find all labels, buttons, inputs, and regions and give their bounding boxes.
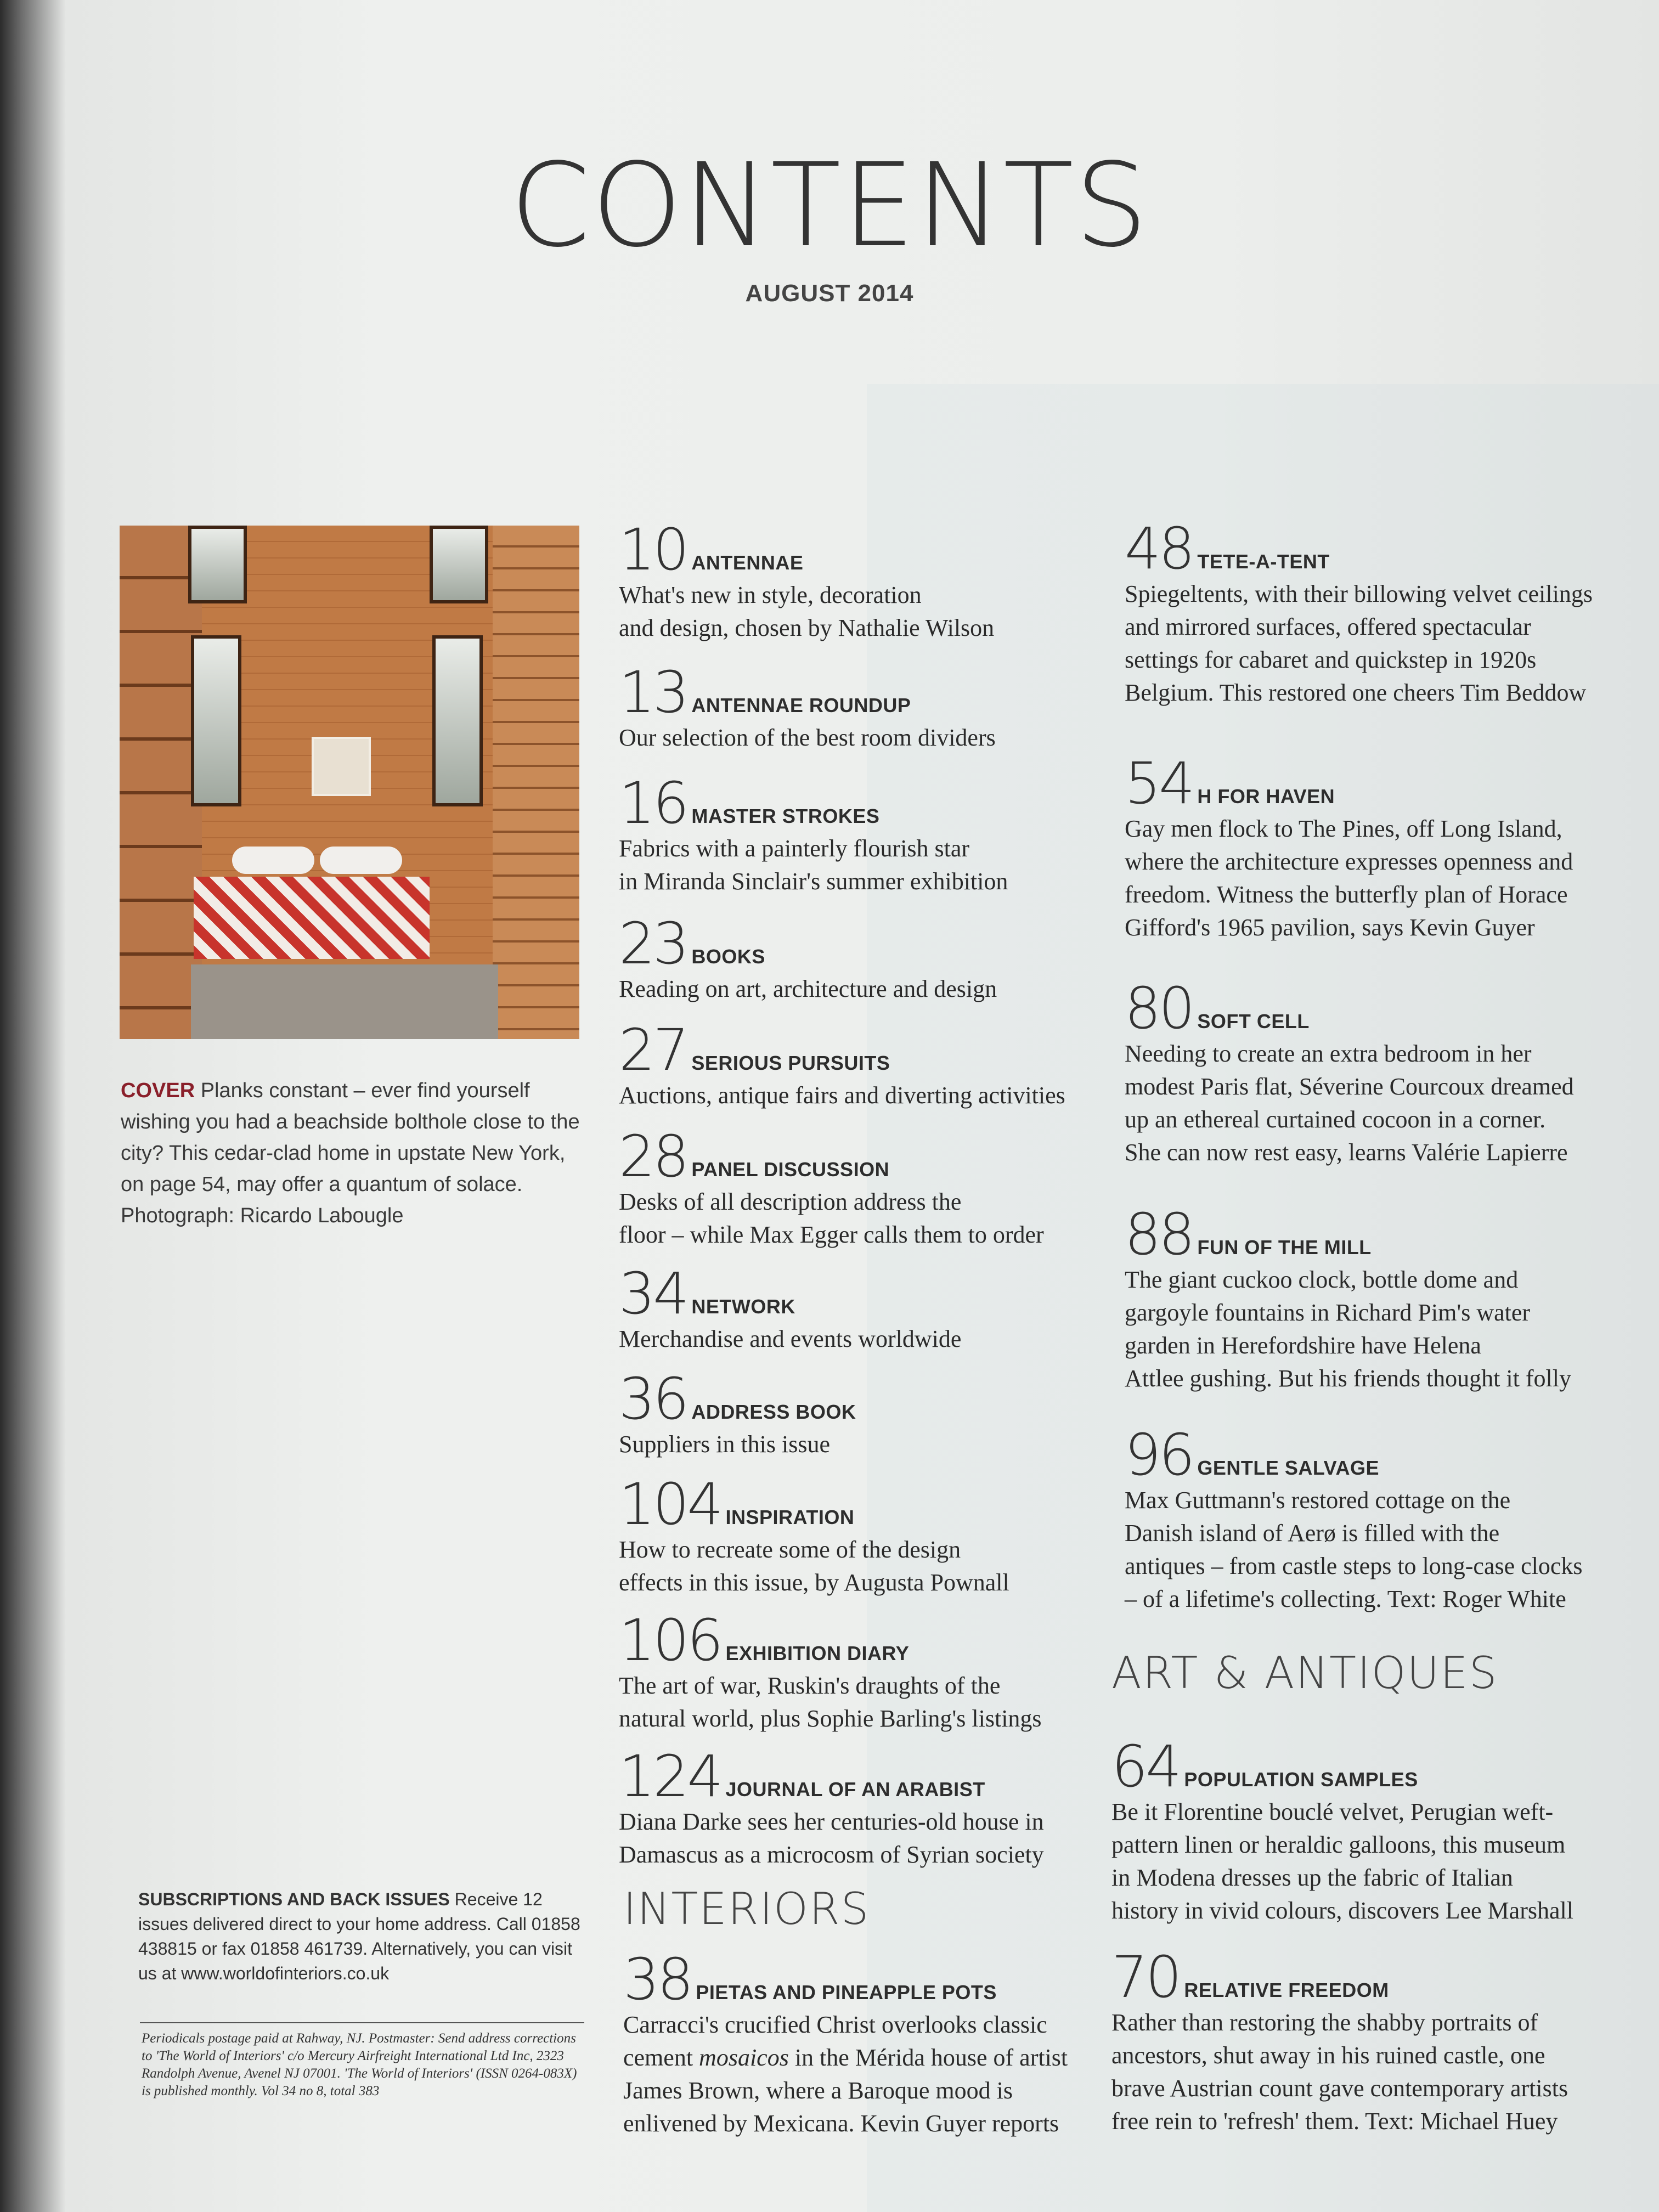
page-number: 80 — [1125, 975, 1193, 1042]
toc-entry — [619, 1607, 1042, 1735]
issue-date: AUGUST 2014 — [745, 280, 914, 307]
photo-rug — [191, 964, 498, 1039]
photo-window — [191, 635, 241, 806]
page-number: 88 — [1125, 1201, 1193, 1268]
page-number: 104 — [619, 1471, 721, 1538]
article-title: POPULATION SAMPLES — [1184, 1768, 1418, 1791]
toc-entry — [619, 1743, 1044, 1871]
article-description-line: Danish island of Aerø is filled with the — [1125, 1520, 1500, 1547]
toc-entry-head — [619, 1471, 1009, 1538]
article-description-line: Damascus as a microcosm of Syrian society — [619, 1841, 1044, 1868]
article-description-line: Rather than restoring the shabby portraits of — [1111, 2009, 1538, 2036]
toc-entry — [1125, 750, 1573, 944]
photo-window — [430, 526, 488, 603]
article-title: FUN OF THE MILL — [1197, 1236, 1372, 1259]
article-description-line: pattern linen or heraldic galloons, this museum — [1111, 1831, 1566, 1858]
toc-entry — [619, 910, 997, 1005]
article-title: EXHIBITION DIARY — [725, 1642, 910, 1664]
toc-entry — [1125, 1421, 1583, 1615]
article-description-line: in Modena dresses up the fabric of Italian — [1111, 1864, 1513, 1891]
article-description-line: free rein to 'refresh' them. Text: Michael Huey — [1111, 2108, 1558, 2135]
article-description-line: where the architecture expresses openness and — [1125, 848, 1573, 875]
toc-entry — [1111, 1733, 1573, 1927]
toc-entry-head — [619, 910, 997, 977]
article-description-line: ancestors, shut away in his ruined castle, one — [1111, 2042, 1545, 2069]
toc-entry-head — [619, 1123, 1044, 1190]
toc-entry — [619, 1260, 962, 1355]
subscriptions-label: SUBSCRIPTIONS AND BACK ISSUES — [138, 1889, 450, 1909]
article-title: NETWORK — [691, 1295, 795, 1318]
toc-entry — [619, 770, 1008, 898]
article-description-line: Be it Florentine bouclé velvet, Perugian weft- — [1111, 1798, 1554, 1825]
article-description-line: Merchandise and events worldwide — [619, 1325, 962, 1352]
toc-entry-head — [1125, 750, 1573, 817]
toc-entry — [619, 659, 996, 754]
toc-entry-head — [1111, 1944, 1568, 2011]
article-title: H FOR HAVEN — [1197, 785, 1335, 808]
article-description-line: up an ethereal curtained cocoon in a corner. — [1125, 1106, 1546, 1133]
article-title: RELATIVE FREEDOM — [1184, 1979, 1389, 2001]
article-description-line: James Brown, where a Baroque mood is — [623, 2077, 1013, 2104]
article-title: SOFT CELL — [1197, 1010, 1310, 1032]
page-number: 124 — [619, 1743, 721, 1810]
page-number: 38 — [623, 1946, 692, 2013]
article-description-line: Max Guttmann's restored cottage on the — [1125, 1487, 1511, 1514]
article-title: ADDRESS BOOK — [691, 1401, 856, 1423]
page-number: 54 — [1125, 750, 1193, 817]
cover-text: Planks constant – ever find yourself wishing you had a beachside bolthole close to the city? This cedar-clad home in upstate New York, on page 54, may offer a quantum of solace. Photograph: Ricardo Labougle — [121, 1079, 580, 1227]
page-number: 96 — [1125, 1421, 1193, 1488]
article-description-line: and mirrored surfaces, offered spectacular — [1125, 613, 1531, 640]
article-description-line: Suppliers in this issue — [619, 1431, 831, 1458]
article-description-line: Belgium. This restored one cheers Tim Beddow — [1125, 679, 1587, 706]
article-description-line: and design, chosen by Nathalie Wilson — [619, 614, 995, 641]
article-description-line: Fabrics with a painterly flourish star — [619, 835, 970, 862]
toc-entry — [619, 1365, 856, 1460]
article-description-line: Auctions, antique fairs and diverting activities — [619, 1082, 1065, 1109]
toc-entry — [619, 1123, 1044, 1251]
toc-entry-head — [1111, 1733, 1573, 1800]
article-title: ANTENNAE ROUNDUP — [691, 694, 911, 716]
page-number: 10 — [619, 516, 687, 583]
toc-entry-head — [1125, 975, 1574, 1042]
article-description-line: cement mosaicos in the Mérida house of artist — [623, 2044, 1068, 2071]
article-description-line: antiques – from castle steps to long-case clocks — [1125, 1553, 1583, 1579]
toc-entry-head — [619, 659, 996, 726]
page-title: CONTENTS — [510, 138, 1149, 273]
article-title: JOURNAL OF AN ARABIST — [725, 1778, 985, 1801]
toc-entry-head — [619, 1743, 1044, 1810]
article-description-line: in Miranda Sinclair's summer exhibition — [619, 868, 1008, 895]
cover-caption — [121, 1075, 582, 1232]
toc-entry — [1125, 975, 1574, 1169]
toc-entry — [1111, 1944, 1568, 2137]
article-description-line: Needing to create an extra bedroom in her — [1125, 1040, 1532, 1067]
toc-entry-head — [623, 1946, 1068, 2013]
article-description-line: garden in Herefordshire have Helena — [1125, 1332, 1481, 1359]
photo-pillow — [320, 847, 402, 874]
page-number: 106 — [619, 1607, 721, 1674]
article-description-line: enlivened by Mexicana. Kevin Guyer reports — [623, 2110, 1059, 2137]
page-number: 34 — [619, 1260, 687, 1327]
article-title: SERIOUS PURSUITS — [691, 1052, 890, 1074]
toc-entry-head — [1125, 515, 1593, 582]
page-number: 48 — [1125, 515, 1193, 582]
article-description-line: effects in this issue, by Augusta Pownall — [619, 1569, 1009, 1596]
photo-window — [188, 526, 247, 603]
article-title: INSPIRATION — [725, 1506, 855, 1528]
article-description-line: gargoyle fountains in Richard Pim's water — [1125, 1299, 1531, 1326]
article-description-line: What's new in style, decoration — [619, 582, 922, 608]
article-description-line: She can now rest easy, learns Valérie Lapierre — [1125, 1139, 1568, 1166]
toc-entry-head — [619, 1607, 1042, 1674]
article-description-line: modest Paris flat, Séverine Courcoux dreamed — [1125, 1073, 1574, 1100]
photo-framed-art — [312, 737, 371, 796]
photo-bed — [194, 877, 430, 959]
section-heading-art-antiques: ART & ANTIQUES — [1111, 1647, 1498, 1699]
article-description-line: The giant cuckoo clock, bottle dome and — [1125, 1266, 1519, 1293]
article-description-line: Desks of all description address the — [619, 1188, 962, 1215]
page-number: 13 — [619, 659, 687, 726]
article-description-line: Gay men flock to The Pines, off Long Island, — [1125, 815, 1562, 842]
article-description-line: brave Austrian count gave contemporary artists — [1111, 2075, 1568, 2102]
photo-right-wall — [493, 526, 579, 1039]
page-number: 70 — [1111, 1944, 1180, 2011]
article-description-line: – of a lifetime's collecting. Text: Roger White — [1125, 1585, 1566, 1612]
article-title: GENTLE SALVAGE — [1197, 1457, 1380, 1479]
toc-entry-head — [619, 1017, 1065, 1084]
article-description-line: freedom. Witness the butterfly plan of Horace — [1125, 881, 1568, 908]
photo-window — [432, 635, 483, 806]
cover-photo — [120, 526, 579, 1039]
subscriptions-text: Receive 12 issues delivered direct to your home address. Call 01858 438815 or fax 01858 461739. Alternatively, you can visit us at www.worldofinteriors.co.uk — [138, 1889, 580, 1983]
page-number: 64 — [1111, 1733, 1180, 1800]
photo-pillow — [232, 847, 314, 874]
cover-label: COVER — [121, 1079, 195, 1102]
article-description-line: settings for cabaret and quickstep in 1920s — [1125, 646, 1537, 673]
article-title: ANTENNAE — [691, 551, 804, 574]
page-number: 16 — [619, 770, 687, 837]
article-description-line: Our selection of the best room dividers — [619, 724, 996, 751]
article-title: PANEL DISCUSSION — [691, 1158, 890, 1181]
article-title: PIETAS AND PINEAPPLE POTS — [696, 1981, 997, 2004]
article-description-line: Carracci's crucified Christ overlooks classic — [623, 2011, 1047, 2038]
article-description-line: floor – while Max Egger calls them to order — [619, 1221, 1044, 1248]
toc-entry — [619, 1471, 1009, 1599]
toc-entry-head — [1125, 1201, 1571, 1268]
article-description-line: Attlee gushing. But his friends thought it folly — [1125, 1365, 1571, 1392]
divider — [140, 2022, 584, 2023]
article-description-line: natural world, plus Sophie Barling's listings — [619, 1705, 1042, 1732]
article-title: TETE-A-TENT — [1197, 550, 1330, 573]
toc-entry-head — [1125, 1421, 1583, 1488]
article-description-line: Reading on art, architecture and design — [619, 975, 997, 1002]
article-description-line: The art of war, Ruskin's draughts of the — [619, 1672, 1001, 1699]
article-title: MASTER STROKES — [691, 805, 880, 827]
toc-entry-head — [619, 1260, 961, 1327]
page-number: 27 — [619, 1017, 687, 1084]
article-description-line: history in vivid colours, discovers Lee Marshall — [1111, 1897, 1573, 1924]
italic-word: mosaicos — [699, 2044, 789, 2071]
toc-entry — [1125, 1201, 1571, 1395]
page-number: 36 — [619, 1365, 687, 1432]
section-heading-interiors: INTERIORS — [623, 1883, 870, 1934]
toc-entry — [619, 516, 995, 644]
toc-entry-head — [619, 1365, 856, 1432]
article-title: BOOKS — [691, 945, 765, 968]
article-description-line: Spiegeltents, with their billowing velvet ceilings — [1125, 580, 1593, 607]
toc-entry-head — [619, 516, 994, 583]
fine-print: Periodicals postage paid at Rahway, NJ. Postmaster: Send address corrections to 'The World of Interiors' c/o Mercury Airfreight International Ltd Inc, 2323 Randolph Avenue, Avenel NJ 07001. 'The World of Interiors' (ISSN 0264-083X) is published monthly. Vol 34 no 8, total 383 — [142, 2031, 577, 2098]
article-description-line: How to recreate some of the design — [619, 1536, 961, 1563]
toc-entry — [1125, 515, 1593, 709]
page-number: 28 — [619, 1123, 687, 1190]
article-description-line: Diana Darke sees her centuries-old house in — [619, 1808, 1044, 1835]
toc-entry-head — [619, 770, 1008, 837]
toc-entry — [619, 1017, 1065, 1111]
page-header — [0, 138, 1659, 307]
page-number: 23 — [619, 910, 687, 977]
subscriptions-note — [138, 1887, 585, 1986]
toc-entry — [623, 1946, 1068, 2140]
article-description-line: Gifford's 1965 pavilion, says Kevin Guyer — [1125, 914, 1535, 941]
